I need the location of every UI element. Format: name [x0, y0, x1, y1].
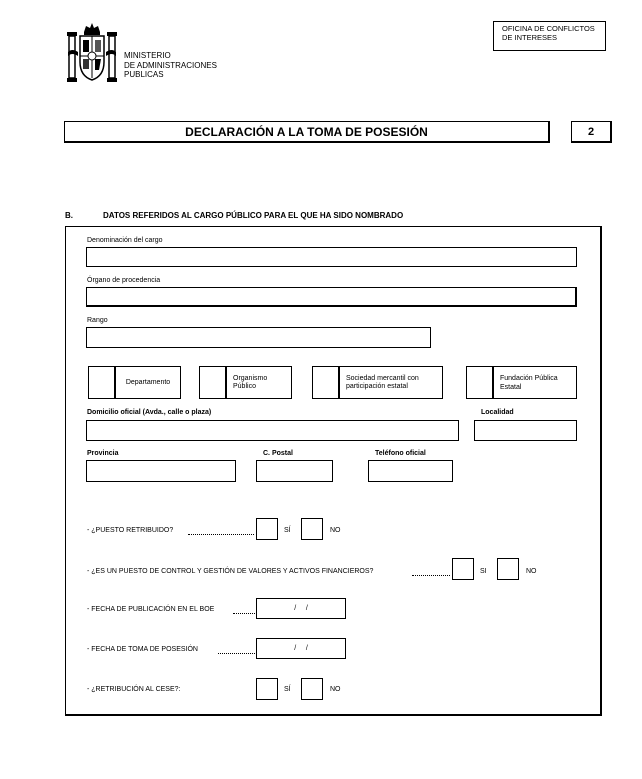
question-puesto: - ¿PUESTO RETRIBUIDO?	[87, 527, 174, 534]
cese-no-checkbox[interactable]	[301, 678, 323, 700]
denominacion-field[interactable]	[86, 247, 577, 267]
puesto-no-label: NO	[330, 527, 341, 534]
ministry-name	[124, 51, 217, 80]
question-toma: - FECHA DE TOMA DE POSESIÓN	[87, 646, 198, 653]
control-si-checkbox[interactable]	[452, 558, 474, 580]
control-no-label: NO	[526, 568, 537, 575]
departamento-box	[115, 366, 181, 399]
fundacion-label-1: Fundación Pública	[500, 374, 558, 382]
dotted-leader	[218, 653, 255, 654]
office-box	[493, 21, 606, 51]
checkbox-organismo[interactable]	[199, 366, 226, 399]
boe-date-field[interactable]	[256, 598, 346, 619]
page-title: DECLARACIÓN A LA TOMA DE POSESIÓN	[185, 124, 428, 139]
ministry-line-2: DE ADMINISTRACIONES	[124, 60, 217, 70]
sociedad-box	[339, 366, 443, 399]
dotted-leader	[233, 613, 255, 614]
puesto-si-label: SÍ	[284, 527, 291, 534]
puesto-si-checkbox[interactable]	[256, 518, 278, 540]
rango-field[interactable]	[86, 327, 431, 348]
label-localidad: Localidad	[481, 409, 514, 416]
organismo-box	[226, 366, 292, 399]
question-cese: - ¿RETRIBUCIÓN AL CESE?:	[87, 686, 181, 693]
control-si-label: SI	[480, 568, 487, 575]
puesto-no-checkbox[interactable]	[301, 518, 323, 540]
cpostal-field[interactable]	[256, 460, 333, 482]
office-line-1: OFICINA DE CONFLICTOS	[502, 24, 595, 33]
question-boe: - FECHA DE PUBLICACIÓN EN EL BOE	[87, 606, 215, 613]
form-number: 2	[587, 125, 595, 138]
label-domicilio: Domicilio oficial (Avda., calle o plaza)	[87, 409, 212, 416]
checkbox-departamento[interactable]	[88, 366, 115, 399]
ministry-line-1: MINISTERIO	[124, 51, 171, 60]
section-heading: DATOS REFERIDOS AL CARGO PÚBLICO PARA EL QUE HA SIDO NOMBRADO	[103, 211, 404, 220]
departamento-label: Departamento	[125, 379, 171, 386]
label-cpostal: C. Postal	[263, 450, 293, 457]
organo-field[interactable]	[86, 287, 577, 307]
dotted-leader	[188, 534, 254, 535]
form-number-box	[571, 121, 612, 143]
checkbox-sociedad[interactable]	[312, 366, 339, 399]
dotted-leader	[412, 575, 450, 576]
section-letter: B.	[65, 211, 73, 220]
organismo-label-2: Público	[233, 382, 256, 390]
telefono-field[interactable]	[368, 460, 453, 482]
date-separator: / /	[294, 605, 308, 612]
sociedad-label-2: participación estatal	[346, 382, 408, 390]
domicilio-field[interactable]	[86, 420, 459, 441]
label-organo: Órgano de procedencia	[87, 277, 161, 284]
label-telefono: Teléfono oficial	[375, 450, 426, 457]
checkbox-fundacion[interactable]	[466, 366, 493, 399]
cese-si-label: SÍ	[284, 686, 291, 693]
ministry-line-3: PUBLICAS	[124, 70, 164, 79]
office-line-2: DE INTERESES	[502, 32, 558, 42]
provincia-field[interactable]	[86, 460, 236, 482]
label-provincia: Provincia	[87, 450, 119, 457]
title-box	[64, 121, 550, 143]
control-no-checkbox[interactable]	[497, 558, 519, 580]
organismo-label-1: Organismo	[233, 374, 268, 382]
label-rango: Rango	[87, 317, 108, 324]
cese-no-label: NO	[330, 686, 341, 693]
fundacion-box	[493, 366, 577, 399]
question-control: - ¿ES UN PUESTO DE CONTROL Y GESTIÓN DE VALORES Y ACTIVOS FINANCIEROS?	[87, 568, 374, 575]
toma-date-field[interactable]	[256, 638, 346, 659]
fundacion-label-2: Estatal	[500, 383, 522, 391]
label-denominacion: Denominación del cargo	[87, 237, 163, 244]
cese-si-checkbox[interactable]	[256, 678, 278, 700]
localidad-field[interactable]	[474, 420, 577, 441]
sociedad-label-1: Sociedad mercantil con	[346, 374, 419, 382]
coat-of-arms-emblem	[66, 22, 118, 86]
date-separator: / /	[294, 645, 308, 652]
